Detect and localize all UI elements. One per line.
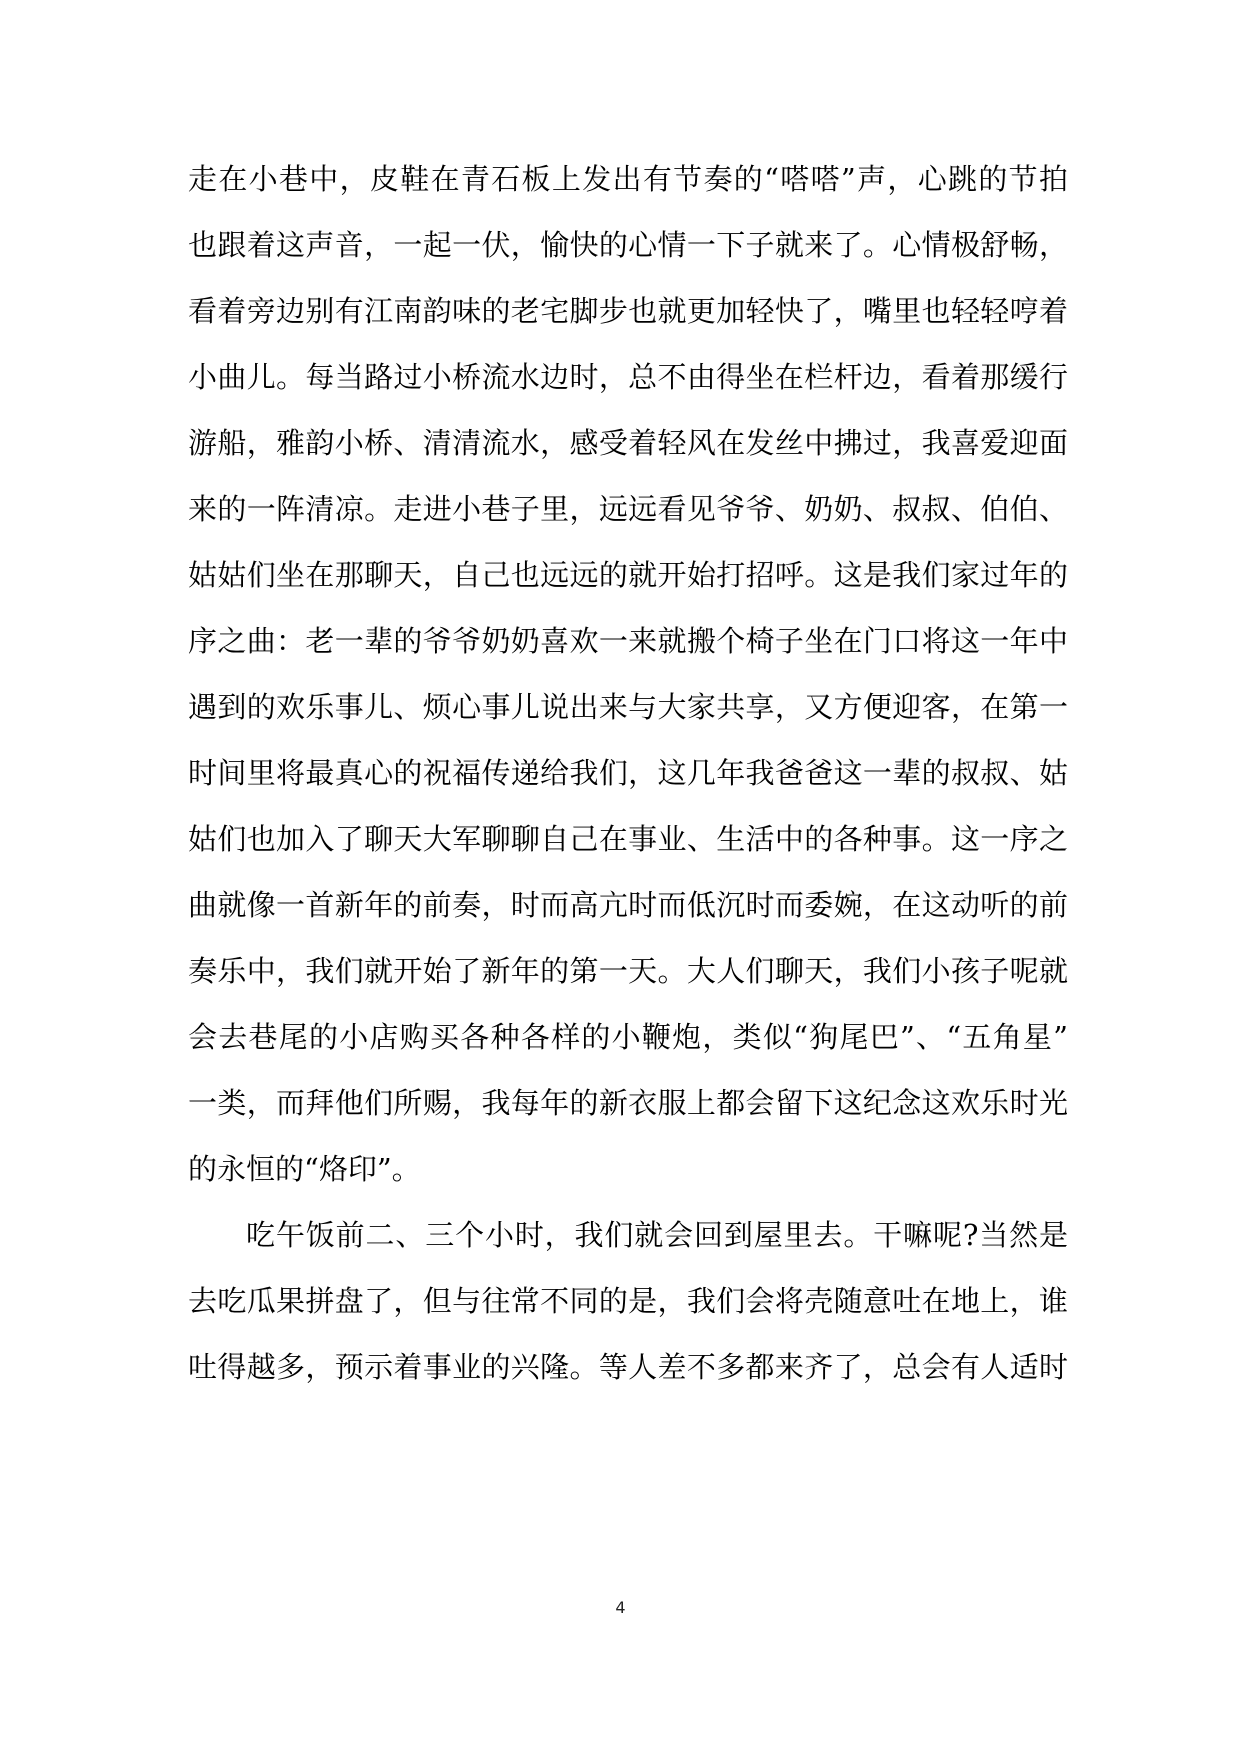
text-line: 序之曲：老一辈的爷爷奶奶喜欢一来就搬个椅子坐在门口将这一年中 [188, 624, 1068, 658]
text-line: 游船，雅韵小桥、清清流水，感受着轻风在发丝中拂过，我喜爱迎面 [188, 426, 1068, 460]
body-text [188, 146, 1068, 1400]
text-line: 时间里将最真心的祝福传递给我们，这几年我爸爸这一辈的叔叔、姑 [188, 756, 1068, 790]
text-line: 曲就像一首新年的前奏，时而高亢时而低沉时而委婉，在这动听的前 [188, 888, 1068, 922]
text-line: 也跟着这声音，一起一伏，愉快的心情一下子就来了。心情极舒畅， [188, 228, 1068, 262]
text-line: 的永恒的“烙印”。 [188, 1152, 421, 1186]
text-line: 看着旁边别有江南韵味的老宅脚步也就更加轻快了，嘴里也轻轻哼着 [188, 294, 1068, 328]
text-line: 吐得越多，预示着事业的兴隆。等人差不多都来齐了，总会有人适时 [188, 1350, 1068, 1384]
text-line: 遇到的欢乐事儿、烦心事儿说出来与大家共享，又方便迎客，在第一 [188, 690, 1068, 724]
text-line: 去吃瓜果拼盘了，但与往常不同的是，我们会将壳随意吐在地上，谁 [188, 1284, 1068, 1318]
text-line: 姑们也加入了聊天大军聊聊自己在事业、生活中的各种事。这一序之 [188, 822, 1068, 856]
text-line: 走在小巷中，皮鞋在青石板上发出有节奏的“嗒嗒”声，心跳的节拍 [188, 162, 1068, 196]
text-line: 小曲儿。每当路过小桥流水边时，总不由得坐在栏杆边，看着那缓行 [188, 360, 1068, 394]
text-line: 姑姑们坐在那聊天，自己也远远的就开始打招呼。这是我们家过年的 [188, 558, 1068, 592]
page-number: 4 [615, 1598, 626, 1617]
text-line: 一类，而拜他们所赐，我每年的新衣服上都会留下这纪念这欢乐时光 [188, 1086, 1068, 1120]
text-line: 奏乐中，我们就开始了新年的第一天。大人们聊天，我们小孩子呢就 [188, 954, 1068, 988]
text-line: 会去巷尾的小店购买各种各样的小鞭炮，类似“狗尾巴”、“五角星” [188, 1020, 1068, 1054]
text-line: 吃午饭前二、三个小时，我们就会回到屋里去。干嘛呢?当然是 [246, 1218, 1068, 1252]
text-line: 来的一阵清凉。走进小巷子里，远远看见爷爷、奶奶、叔叔、伯伯、 [188, 492, 1068, 526]
